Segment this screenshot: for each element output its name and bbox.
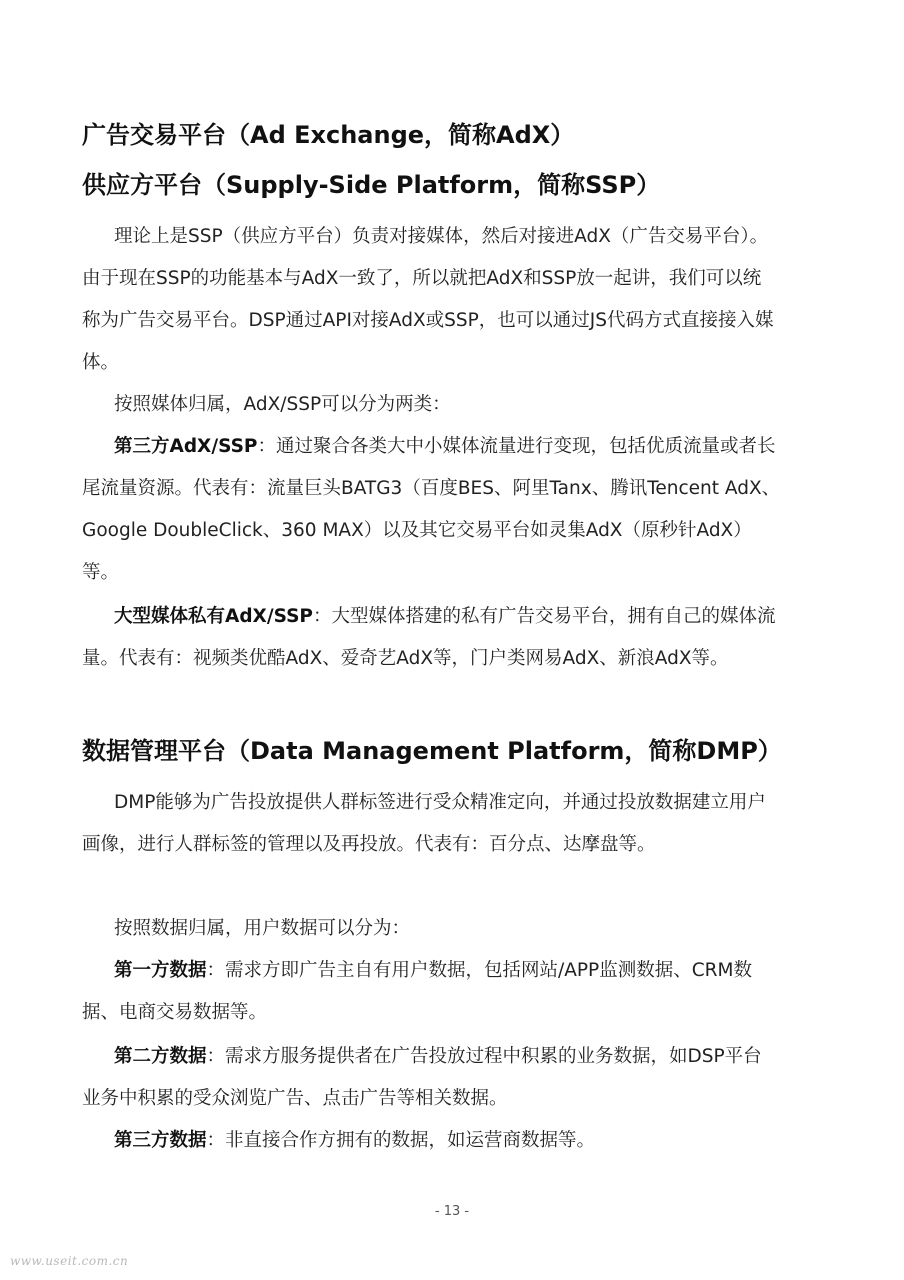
term-text: ：需求方服务提供者在广告投放过程中积累的业务数据，如DSP平台 bbox=[206, 1046, 762, 1067]
second-party-data-paragraph bbox=[82, 1036, 824, 1120]
term-label: 第三方AdX/SSP bbox=[114, 436, 258, 457]
dmp-classify-paragraph bbox=[82, 908, 824, 950]
heading-adx: 广告交易平台（Ad Exchange，简称AdX） bbox=[82, 121, 575, 149]
paragraph-line: 由于现在SSP的功能基本与AdX一致了，所以就把AdX和SSP放一起讲，我们可以统 bbox=[82, 268, 762, 289]
large-media-adx-paragraph bbox=[82, 596, 824, 680]
paragraph-line: 按照数据归属，用户数据可以分为： bbox=[114, 918, 411, 939]
paragraph-line bbox=[82, 1036, 824, 1078]
term-label: 大型媒体私有AdX/SSP bbox=[114, 606, 313, 627]
dmp-intro-paragraph bbox=[82, 782, 824, 866]
paragraph-line bbox=[82, 596, 824, 638]
paragraph-line: Google DoubleClick、360 MAX）以及其它交易平台如灵集AdX（原秒针AdX） bbox=[82, 520, 752, 541]
paragraph-line bbox=[82, 1120, 824, 1162]
paragraph-line: 等。 bbox=[82, 562, 120, 583]
paragraph-line: 按照媒体归属，AdX/SSP可以分为两类： bbox=[114, 394, 451, 415]
paragraph-line bbox=[82, 426, 824, 468]
term-text: ：大型媒体搭建的私有广告交易平台，拥有自己的媒体流 bbox=[312, 606, 776, 627]
paragraph-line: DMP能够为广告投放提供人群标签进行受众精准定向，并通过投放数据建立用户 bbox=[114, 792, 766, 813]
paragraph-line: 尾流量资源。代表有：流量巨头BATG3（百度BES、阿里Tanx、腾讯Tencent AdX、 bbox=[82, 478, 781, 499]
paragraph-line bbox=[82, 950, 824, 992]
paragraph-line: 理论上是SSP（供应方平台）负责对接媒体，然后对接进AdX（广告交易平台）。 bbox=[114, 226, 769, 247]
term-label: 第一方数据 bbox=[114, 960, 207, 981]
paragraph-line: 称为广告交易平台。DSP通过API对接AdX或SSP，也可以通过JS代码方式直接接入媒 bbox=[82, 310, 774, 331]
term-label: 第三方数据 bbox=[114, 1130, 207, 1151]
heading-dmp: 数据管理平台（Data Management Platform，简称DMP） bbox=[82, 737, 782, 765]
paragraph-line: 体。 bbox=[82, 352, 120, 373]
term-text: ：需求方即广告主自有用户数据，包括网站/APP监测数据、CRM数 bbox=[206, 960, 752, 981]
third-party-adx-paragraph bbox=[82, 426, 824, 594]
paragraph-line: 量。代表有：视频类优酷AdX、爱奇艺AdX等，门户类网易AdX、新浪AdX等。 bbox=[82, 648, 729, 669]
third-party-data-paragraph bbox=[82, 1120, 824, 1162]
first-party-data-paragraph bbox=[82, 950, 824, 1034]
ssp-classify-paragraph bbox=[82, 384, 824, 426]
paragraph-line: 画像，进行人群标签的管理以及再投放。代表有：百分点、达摩盘等。 bbox=[82, 834, 656, 855]
heading-ssp: 供应方平台（Supply-Side Platform，简称SSP） bbox=[82, 171, 661, 199]
term-label: 第二方数据 bbox=[114, 1046, 207, 1067]
paragraph-line: 据、电商交易数据等。 bbox=[82, 1002, 268, 1023]
term-text: ：非直接合作方拥有的数据，如运营商数据等。 bbox=[206, 1130, 596, 1151]
watermark: www.useit.com.cn bbox=[10, 1254, 129, 1268]
paragraph-line: 业务中积累的受众浏览广告、点击广告等相关数据。 bbox=[82, 1088, 508, 1109]
page-number: - 13 - bbox=[434, 1204, 470, 1219]
term-text: ：通过聚合各类大中小媒体流量进行变现，包括优质流量或者长 bbox=[257, 436, 776, 457]
ssp-intro-paragraph bbox=[82, 216, 824, 384]
